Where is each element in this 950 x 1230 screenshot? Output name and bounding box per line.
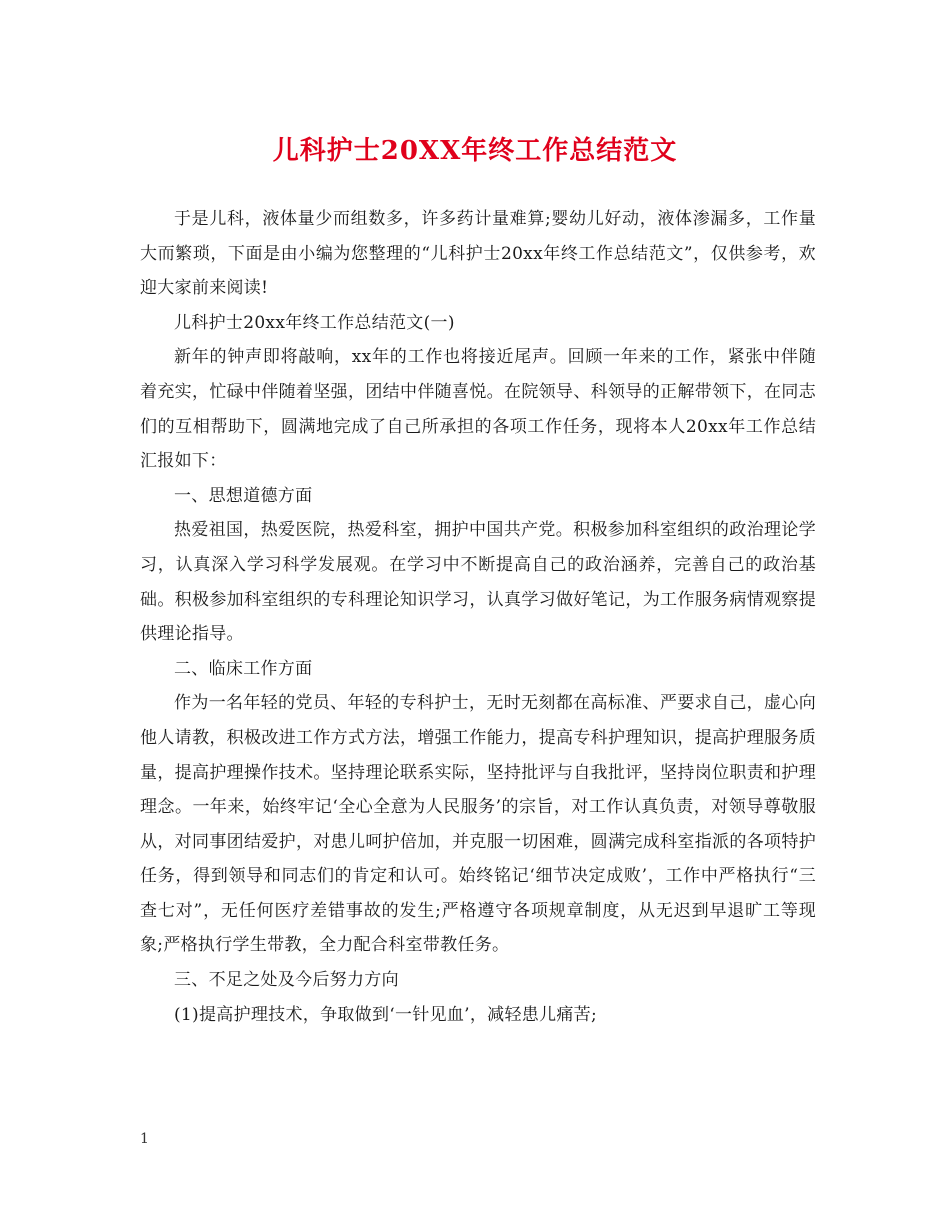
paragraph-opening: 新年的钟声即将敲响，xx年的工作也将接近尾声。回顾一年来的工作，紧张中伴随着充实，忙碌中伴随着坚强，团结中伴随喜悦。在院领导、科领导的正解带领下，在同志们的互相帮助下，圆满地完成了自己所承担的各项工作任务，现将本人20xx年工作总结汇报如下： bbox=[140, 347, 816, 472]
paragraph-subtitle: 儿科护士20xx年终工作总结范文(一) bbox=[174, 312, 455, 333]
paragraph-clinical: 作为一名年轻的党员、年轻的专科护士，无时无刻都在高标准、严要求自己，虚心向他人请教，积极改进工作方式方法，增强工作能力，提高专科护理知识，提高护理服务质量，提高护理操作技术。坚持理论联系实际，坚持批评与自我批评，坚持岗位职责和护理理念。一年来，始终牢记‘全心全意为人民服务’的宗旨，对工作认真负责，对领导尊敬服从，对同事团结爱护，对患儿呵护倍加，并克服一切困难，圆满完成科室指派的各项特护任务，得到领导和同志们的肯定和认可。始终铭记‘细节决定成败’，工作中严格执行“三查七对”，无任何医疗差错事故的发生;严格遵守各项规章制度，从无迟到早退旷工等现象;严格执行学生带教，全力配合科室带教任务。 bbox=[140, 693, 816, 956]
paragraph-intro: 于是儿科，液体量少而组数多，许多药计量难算;婴幼儿好动，液体渗漏多，工作量大而繁琐，下面是由小编为您整理的“儿科护士20xx年终工作总结范文”，仅供参考，欢迎大家前来阅读! bbox=[140, 209, 816, 299]
document-title: 儿科护士20XX年终工作总结范文 bbox=[272, 136, 678, 166]
document-body bbox=[140, 202, 816, 1032]
section-heading-ideology: 一、思想道德方面 bbox=[174, 485, 313, 506]
section-heading-clinical: 二、临床工作方面 bbox=[174, 658, 313, 679]
page-number: 1 bbox=[140, 1131, 149, 1147]
paragraph-ideology: 热爱祖国，热爱医院，热爱科室，拥护中国共产党。积极参加科室组织的政治理论学习，认真深入学习科学发展观。在学习中不断提高自己的政治涵养，完善自己的政治基础。积极参加科室组织的专科理论知识学习，认真学习做好笔记，为工作服务病情观察提供理论指导。 bbox=[140, 520, 816, 645]
section-heading-shortcomings: 三、不足之处及今后努力方向 bbox=[174, 970, 399, 991]
list-item-improve-skills: (1)提高护理技术，争取做到‘一针见血’，减轻患儿痛苦; bbox=[174, 1004, 598, 1025]
